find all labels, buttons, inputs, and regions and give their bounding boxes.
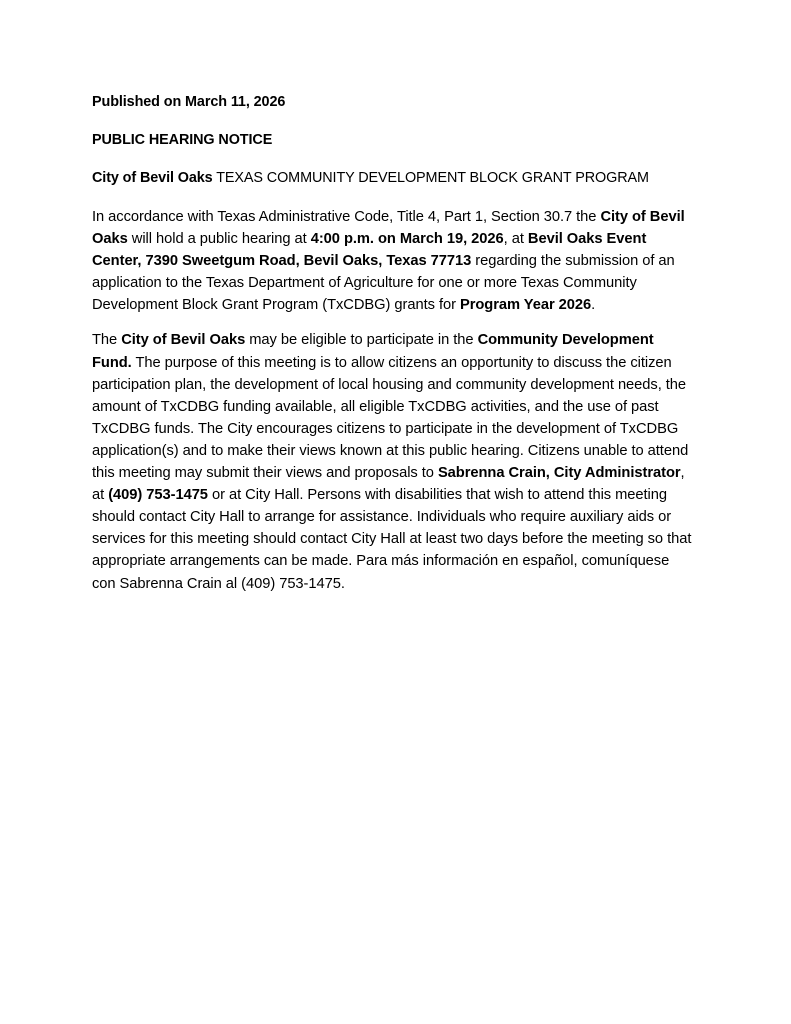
text-segment-4: The purpose of this meeting is to allow citizens an opportunity to discuss the citizen participation plan, the development of local housing and community development needs, the amount of TxCDBG funding available, all eligible TxCDBG activities, and the use of past TxCDBG funds. The City encourages citizens to participate in the development of TxCDBG application(s) and to make their views known at this public hearing. Citizens unable to attend this meeting may submit their views and proposals to [92, 354, 693, 482]
text-segment-3-bold: 4:00 p.m. on March 19, 2026 [310, 231, 504, 248]
text-segment-0: In accordance with Texas Administrative Code, Title 4, Part 1, Section 30.7 the [92, 209, 601, 225]
text-segment-2: may be eligible to participate in the [245, 332, 478, 349]
program-heading-rest: TEXAS COMMUNITY DEVELOPMENT BLOCK GRANT PROGRAM [212, 170, 649, 186]
paragraph-participation-details [92, 329, 696, 594]
text-segment-7-bold: (409) 753-1475 [108, 487, 208, 504]
text-segment-2: will hold a public hearing at [127, 231, 311, 248]
text-segment-0: The [92, 332, 122, 349]
text-segment-1-bold: City of Bevil Oaks [92, 209, 689, 248]
program-heading-line [92, 168, 696, 188]
text-segment-7-bold: Program Year 2026 [459, 297, 592, 314]
text-segment-1-bold: City of Bevil Oaks [121, 332, 246, 349]
text-segment-6: regarding the submission of an application to the Texas Department of Agriculture for one or more Texas Community Development Block Grant Program (TxCDBG) grants for [92, 253, 679, 314]
text-segment-3-bold: Community Development Fund. [92, 332, 658, 371]
text-segment-5-bold: Bevil Oaks Event Center, 7390 Sweetgum Road, Bevil Oaks, Texas 77713 [92, 231, 651, 270]
public-hearing-notice-title: PUBLIC HEARING NOTICE [92, 132, 273, 148]
text-segment-5-bold: Sabrenna Crain, City Administrator [437, 465, 681, 482]
text-segment-8: or at City Hall. Persons with disabilities that wish to attend this meeting should contact City Hall to arrange for assistance. Individuals who require auxiliary aids or services for this meeting should contact City Hall at least two days before the meeting so that appropriate arrangements can be made. Para más información en español, comuníquese con Sabrenna Crain al (409) 753-1475. [92, 487, 696, 592]
program-heading-city: City of Bevil Oaks [92, 170, 213, 186]
notice-body [92, 92, 696, 595]
paragraph-hearing-details [92, 206, 696, 316]
published-date-line: Published on March 11, 2026 [92, 94, 286, 110]
text-segment-8: . [591, 297, 596, 314]
text-segment-4: , at [503, 231, 528, 248]
text-segment-6: , at [92, 465, 689, 504]
